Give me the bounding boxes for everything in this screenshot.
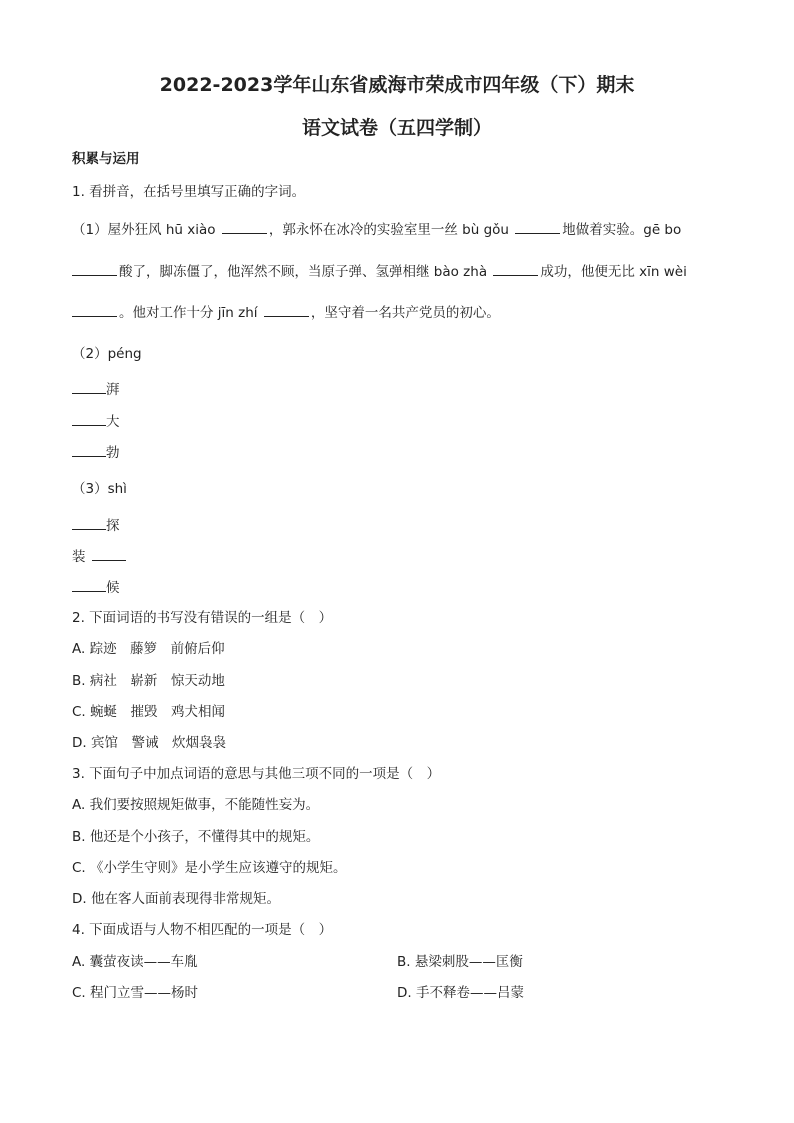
q1-stem: 1. 看拼音，在括号里填写正确的字词。 [72,184,306,200]
q4-option-b[interactable]: B. 悬梁刺股——匡衡 [397,954,523,970]
answer-blank[interactable] [92,547,126,561]
q1-p3-item [72,578,120,597]
q1-p2-item-text: 湃 [106,382,120,398]
exam-title-line1: 2022-2023学年山东省威海市荣成市四年级（下）期末 [159,74,635,96]
q3-option-d[interactable]: D. 他在客人面前表现得非常规矩。 [72,891,280,907]
q4-option-d[interactable]: D. 手不释卷——吕蒙 [397,985,524,1001]
q1-p2-heading: （2）péng [72,346,142,362]
answer-blank[interactable] [72,443,106,457]
answer-blank[interactable] [222,220,267,234]
answer-blank[interactable] [72,380,106,394]
answer-blank[interactable] [72,412,106,426]
q1-p3-item [72,516,120,535]
q1-p2-item [72,412,120,431]
answer-blank[interactable] [72,516,106,530]
q3-option-a[interactable]: A. 我们要按照规矩做事，不能随性妄为。 [72,797,320,813]
answer-blank[interactable] [72,303,117,317]
q1-p1-line2-text-a: 酸了，脚冻僵了，他浑然不顾，当原子弹、氢弹相继 bào zhà [119,264,492,280]
q1-p3-heading: （3）shì [72,481,127,497]
q1-p1-line3-text-a: 。他对工作十分 jīn zhí [119,305,262,321]
q1-p1-line2 [72,262,687,281]
q1-p1-line1 [72,220,681,239]
q1-p1-line1-text-a: （1）屋外狂风 hū xiào [72,222,220,238]
q4-option-c[interactable]: C. 程门立雪——杨时 [72,985,199,1001]
q1-p2-item-text: 大 [106,414,120,430]
q1-p3-item-text: 候 [106,580,120,596]
q4-option-a[interactable]: A. 囊萤夜读——车胤 [72,954,198,970]
q3-option-b[interactable]: B. 他还是个小孩子，不懂得其中的规矩。 [72,829,320,845]
q2-option-c[interactable]: C. 蜿蜒 摧毁 鸡犬相闻 [72,704,226,720]
q1-p2-item-text: 勃 [106,445,120,461]
section-heading: 积累与运用 [72,151,140,167]
q1-p1-line1-text-c: 地做着实验。gē bo [562,222,682,238]
q1-p3-item-text: 探 [106,518,120,534]
answer-blank[interactable] [264,303,309,317]
q2-option-a[interactable]: A. 踪迹 藤箩 前俯后仰 [72,641,225,657]
q3-option-c[interactable]: C. 《小学生守则》是小学生应该遵守的规矩。 [72,860,347,876]
q1-p2-item [72,443,120,462]
q4-stem: 4. 下面成语与人物不相匹配的一项是（ ） [72,922,333,938]
q2-stem: 2. 下面词语的书写没有错误的一组是（ ） [72,610,333,626]
answer-blank[interactable] [493,262,538,276]
q1-p1-line3-text-b: ，坚守着一名共产党员的初心。 [310,305,500,321]
q1-p3-item-text: 装 [72,549,90,565]
q2-option-b[interactable]: B. 病社 崭新 惊天动地 [72,673,225,689]
q1-p1-line2-text-b: 成功，他便无比 xīn wèi [540,264,687,280]
exam-title-line2: 语文试卷（五四学制） [301,117,492,139]
q1-p2-item [72,380,120,399]
q1-p1-line3 [72,303,500,322]
answer-blank[interactable] [72,578,106,592]
answer-blank[interactable] [72,262,117,276]
q3-stem: 3. 下面句子中加点词语的意思与其他三项不同的一项是（ ） [72,766,441,782]
q2-option-d[interactable]: D. 宾馆 警诫 炊烟袅袅 [72,735,226,751]
q1-p3-item [72,547,128,566]
q1-p1-line1-text-b: ，郭永怀在冰冷的实验室里一丝 bù gǒu [268,222,514,238]
answer-blank[interactable] [515,220,560,234]
